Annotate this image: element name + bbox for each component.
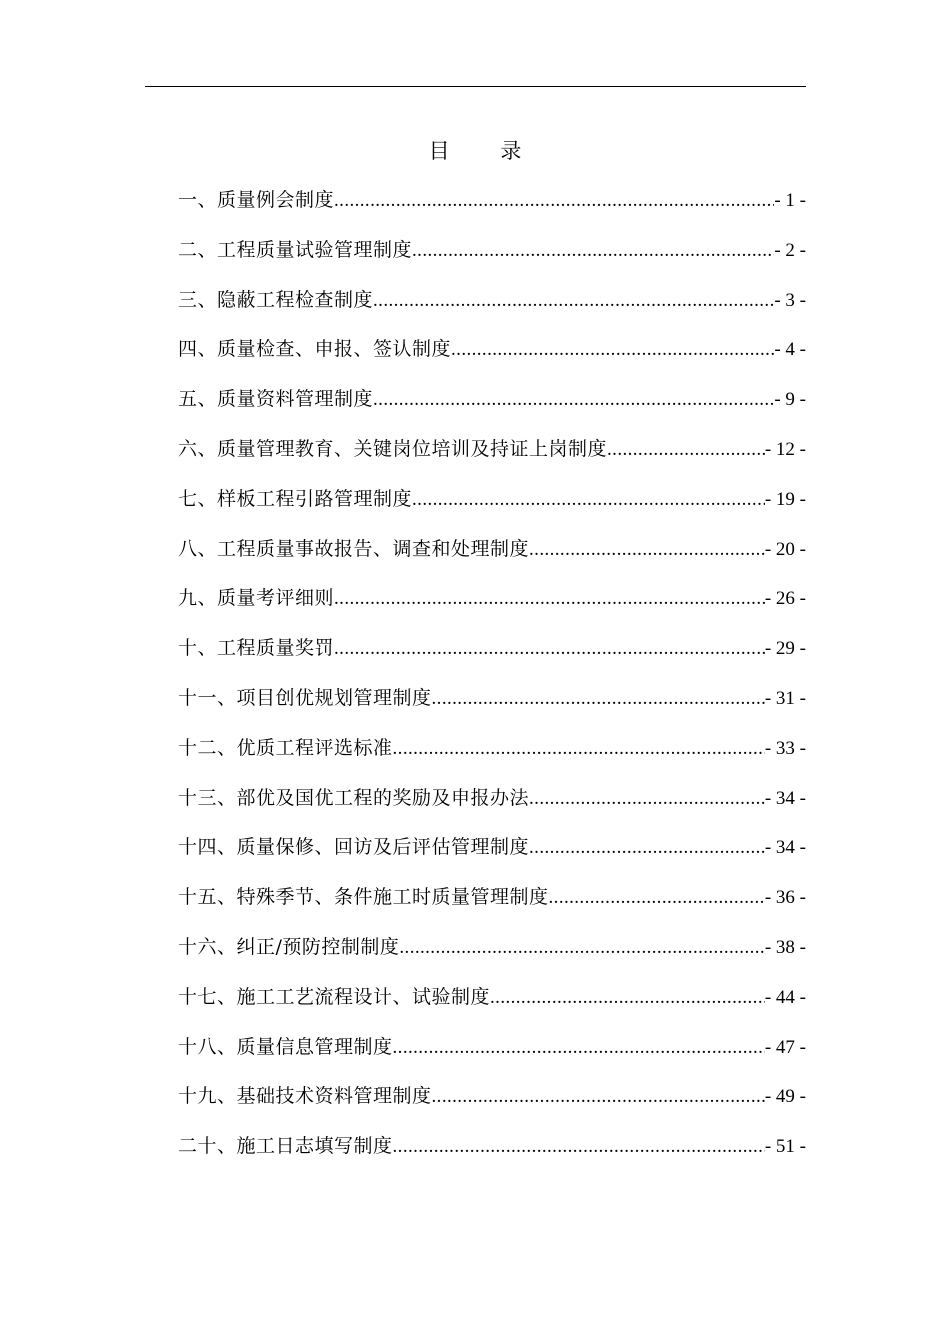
toc-leader-dots [432, 684, 765, 714]
toc-page-number: - 34 - [764, 837, 806, 859]
toc-entry-text: 十二、优质工程评选标准 [178, 736, 393, 759]
toc-leader-dots [529, 535, 765, 565]
toc-page-number: - 3 - [774, 289, 806, 311]
toc-leader-dots [549, 883, 765, 913]
toc-entry[interactable] [178, 235, 806, 285]
toc-entry[interactable] [178, 832, 806, 882]
toc-leader-dots [334, 186, 774, 216]
toc-page-number: - 47 - [764, 1036, 806, 1058]
toc-entry[interactable] [178, 583, 806, 633]
toc-entry-text: 五、质量资料管理制度 [178, 388, 374, 411]
toc-entry-text: 十三、部优及国优工程的奖励及申报办法 [178, 786, 530, 809]
toc-page-number: - 29 - [764, 638, 806, 660]
toc-entry[interactable] [178, 982, 806, 1032]
toc-entry[interactable] [178, 334, 806, 384]
toc-page-number: - 44 - [764, 986, 806, 1008]
toc-leader-dots [490, 983, 765, 1013]
toc-page-number: - 2 - [774, 239, 806, 261]
toc-leader-dots [334, 584, 765, 614]
toc-entry[interactable] [178, 733, 806, 783]
toc-entry-text: 三、隐蔽工程检查制度 [178, 288, 374, 311]
toc-entry[interactable] [178, 882, 806, 932]
toc-page-number: - 36 - [764, 887, 806, 909]
toc-leader-dots [432, 1082, 765, 1112]
toc-leader-dots [451, 335, 774, 365]
toc-entry[interactable] [178, 285, 806, 335]
toc-page-number: - 34 - [764, 787, 806, 809]
toc-title: 目 录 [428, 139, 544, 163]
header-rule [145, 86, 806, 87]
toc-leader-dots [399, 933, 764, 963]
toc-page-number: - 20 - [764, 538, 806, 560]
toc-list [178, 185, 806, 1181]
toc-leader-dots [412, 236, 774, 266]
toc-page-number: - 26 - [764, 588, 806, 610]
toc-page-number: - 1 - [774, 190, 806, 211]
toc-entry-text: 十一、项目创优规划管理制度 [178, 686, 432, 709]
toc-entry[interactable] [178, 534, 806, 584]
toc-page-number: - 19 - [764, 488, 806, 510]
toc-page-number: - 49 - [764, 1086, 806, 1108]
toc-leader-dots [373, 286, 774, 316]
toc-leader-dots [373, 385, 774, 415]
toc-leader-dots [393, 1132, 765, 1162]
toc-leader-dots [607, 435, 765, 465]
toc-entry-text: 六、质量管理教育、关键岗位培训及持证上岗制度 [178, 437, 608, 460]
toc-entry-text: 十八、质量信息管理制度 [178, 1035, 393, 1058]
toc-entry[interactable] [178, 783, 806, 833]
toc-entry[interactable] [178, 683, 806, 733]
toc-entry[interactable] [178, 434, 806, 484]
toc-leader-dots [393, 1033, 765, 1063]
toc-entry-text: 九、质量考评细则 [178, 587, 335, 610]
toc-entry-text: 二十、施工日志填写制度 [178, 1135, 393, 1158]
toc-entry-text: 二、工程质量试验管理制度 [178, 238, 413, 261]
toc-page-number: - 31 - [764, 687, 806, 709]
toc-entry[interactable] [178, 633, 806, 683]
toc-page-number: - 9 - [774, 389, 806, 411]
toc-entry[interactable] [178, 932, 806, 982]
toc-page-number: - 12 - [764, 438, 806, 460]
toc-entry-text: 一、质量例会制度 [178, 189, 335, 211]
toc-leader-dots [334, 634, 765, 664]
toc-page-number: - 4 - [774, 339, 806, 361]
toc-entry-text: 十五、特殊季节、条件施工时质量管理制度 [178, 886, 549, 909]
toc-entry-text: 十四、质量保修、回访及后评估管理制度 [178, 836, 530, 859]
toc-entry[interactable] [178, 384, 806, 434]
toc-entry[interactable] [178, 1131, 806, 1181]
toc-leader-dots [412, 485, 765, 515]
toc-entry[interactable] [178, 1032, 806, 1082]
toc-entry-text: 十六、纠正/预防控制制度 [178, 935, 400, 958]
toc-entry[interactable] [178, 484, 806, 534]
toc-entry-text: 四、质量检查、申报、签认制度 [178, 338, 452, 361]
toc-entry-text: 八、工程质量事故报告、调查和处理制度 [178, 537, 530, 560]
toc-entry-text: 十九、基础技术资料管理制度 [178, 1085, 432, 1108]
toc-entry[interactable] [178, 185, 806, 235]
toc-entry-text: 十、工程质量奖罚 [178, 637, 335, 660]
toc-page-number: - 38 - [764, 936, 806, 958]
toc-entry[interactable] [178, 1081, 806, 1131]
toc-leader-dots [393, 734, 765, 764]
toc-entry-text: 七、样板工程引路管理制度 [178, 487, 413, 510]
toc-page-number: - 33 - [764, 737, 806, 759]
toc-page-number: - 51 - [764, 1136, 806, 1158]
toc-leader-dots [529, 784, 765, 814]
toc-entry-text: 十七、施工工艺流程设计、试验制度 [178, 985, 491, 1008]
toc-leader-dots [529, 833, 765, 863]
